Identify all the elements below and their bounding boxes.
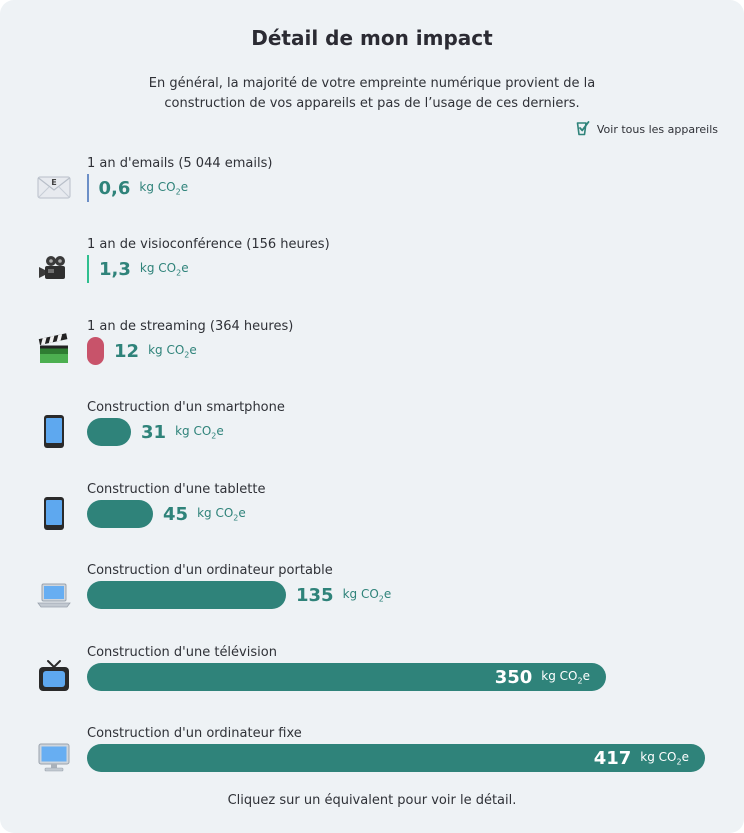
impact-unit: kg $CO_2e$ [139,260,189,278]
impact-row-laptop[interactable] [0,563,744,623]
impact-unit: kg $CO_2e$ [342,586,392,604]
impact-value: 350 [494,666,533,688]
impact-row-television[interactable] [0,645,744,705]
impact-row-videoconference[interactable] [0,237,744,297]
checkbox-icon [575,120,591,139]
see-all-devices-button[interactable] [575,120,718,139]
impact-unit: kg $CO_2e$ [541,668,590,686]
svg-text:E: E [51,178,57,187]
see-all-devices-label: Voir tous les appareils [596,123,718,136]
impact-label: Construction d'un ordinateur portable [87,563,333,578]
impact-unit: kg $CO_2e$ [175,423,224,441]
impact-row-emails[interactable] [0,156,744,216]
impact-label: Construction d'un ordinateur fixe [87,726,302,741]
impact-label: Construction d'un smartphone [87,400,285,415]
impact-row-desktop[interactable] [0,726,744,786]
impact-label: Construction d'une tablette [87,482,266,497]
impact-label: 1 an de visioconférence (156 heures) [87,237,330,252]
tablet-icon [36,496,72,530]
impact-value: 1,3 [99,258,131,280]
laptop-icon [36,577,72,611]
impact-bar [87,581,286,609]
impact-value: 417 [593,747,632,769]
impact-row-smartphone[interactable] [0,400,744,460]
page-title: Détail de mon impact [251,26,493,50]
desktop-computer-icon [36,740,72,774]
footer-hint: Cliquez sur un équivalent pour voir le détail. [227,793,517,808]
clapperboard-icon [36,333,72,367]
impact-label: Construction d'une télévision [87,645,277,660]
impact-label: 1 an d'emails (5 044 emails) [87,156,273,171]
impact-bar [87,500,153,528]
impact-value: 135 [296,584,334,606]
impact-value: 45 [163,503,189,525]
impact-row-tablet[interactable] [0,482,744,542]
impact-value: 0,6 [98,177,131,199]
subtitle: En général, la majorité de votre empreinte numérique provient de la construction de vos appareils et pas de l’usage de ces derniers. [148,76,596,111]
impact-bar [87,337,104,365]
impact-value: 31 [141,421,167,443]
impact-bar [87,744,705,772]
impact-label: 1 an de streaming (364 heures) [87,319,294,334]
smartphone-icon [36,414,72,448]
impact-bar [87,255,89,283]
impact-unit: kg $CO_2e$ [148,342,197,360]
impact-unit: kg $CO_2e$ [139,179,189,197]
impact-bar [87,174,89,202]
impact-row-streaming[interactable] [0,319,744,379]
impact-value: 12 [114,340,140,362]
movie-camera-icon [36,251,72,285]
impact-unit: kg $CO_2e$ [197,505,246,523]
impact-unit: kg $CO_2e$ [640,749,689,767]
television-icon [36,659,72,693]
impact-bar [87,663,606,691]
envelope-icon [36,170,72,204]
impact-bar [87,418,131,446]
